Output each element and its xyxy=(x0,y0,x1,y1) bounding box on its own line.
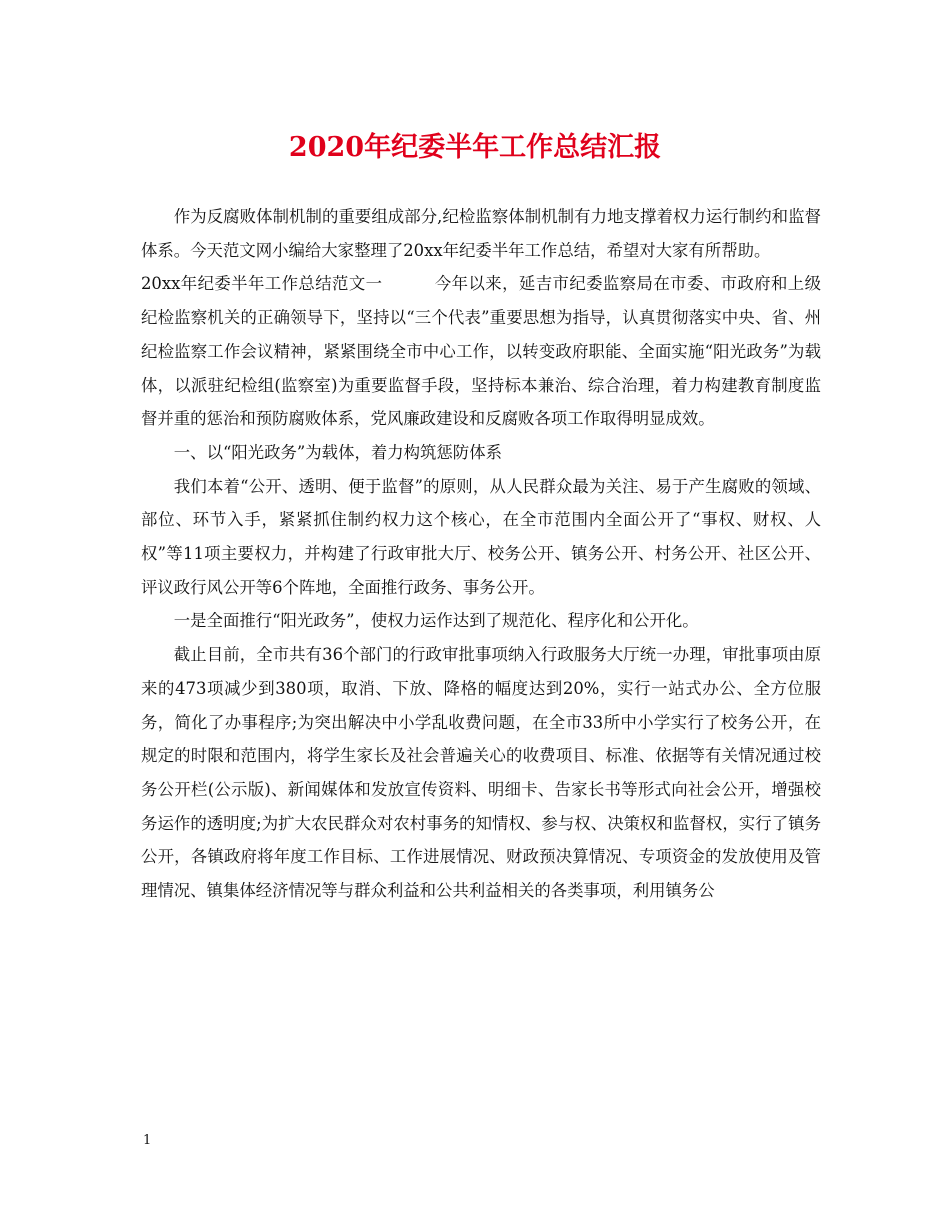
paragraph-2: 一是全面推行“阳光政务”，使权力运作达到了规范化、程序化和公开化。 xyxy=(173,611,699,631)
document-body xyxy=(141,200,821,908)
intro-paragraph: 作为反腐败体制机制的重要组成部分,纪检监察体制机制有力地支撑着权力运行制约和监督体系。今天范文网小编给大家整理了20xx年纪委半年工作总结，希望对大家有所帮助。 xyxy=(141,207,821,260)
paragraph-1: 我们本着“公开、透明、便于监督”的原则，从人民群众最为关注、易于产生腐败的领域、部位、环节入手，紧紧抓住制约权力这个核心，在全市范围内全面公开了“事权、财权、人权”等11项主要权力，并构建了行政审批大厅、校务公开、镇务公开、村务公开、社区公开、评议政行风公开等6个阵地，全面推行政务、事务公开。 xyxy=(141,476,821,597)
sample-lead-text: 今年以来，延吉市纪委监察局在市委、市政府和上级纪检监察机关的正确领导下，坚持以“三个代表”重要思想为指导，认真贯彻落实中央、省、州纪检监察工作会议精神，紧紧围绕全市中心工作，以转变政府职能、全面实施“阳光政务”为载体，以派驻纪检组(监察室)为重要监督手段，坚持标本兼治、综合治理，着力构建教育制度监督并重的惩治和预防腐败体系，党风廉政建设和反腐败各项工作取得明显成效。 xyxy=(141,274,822,429)
page-number: 1 xyxy=(143,1133,152,1148)
section-heading: 一、以“阳光政务”为载体，着力构筑惩防体系 xyxy=(173,442,502,462)
sample-title: 20xx年纪委半年工作总结范文一 xyxy=(141,274,383,294)
paragraph-3: 截止目前，全市共有36个部门的行政审批事项纳入行政服务大厅统一办理，审批事项由原来的473项减少到380项，取消、下放、降格的幅度达到20%，实行一站式办公、全方位服务，简化了办事程序;为突出解决中小学乱收费问题，在全市33所中小学实行了校务公开，在规定的时限和范围内，将学生家长及社会普遍关心的收费项目、标准、依据等有关情况通过校务公开栏(公示版)、新闻媒体和发放宣传资料、明细卡、告家长书等形式向社会公开，增强校务运作的透明度;为扩大农民群众对农村事务的知情权、参与权、决策权和监督权，实行了镇务公开，各镇政府将年度工作目标、工作进展情况、财政预决算情况、专项资金的发放使用及管理情况、镇集体经济情况等与群众利益和公共利益相关的各类事项，利用镇务公 xyxy=(141,645,821,901)
sample-paragraph xyxy=(141,267,821,436)
document-title: 2020年纪委半年工作总结汇报 xyxy=(288,132,662,163)
